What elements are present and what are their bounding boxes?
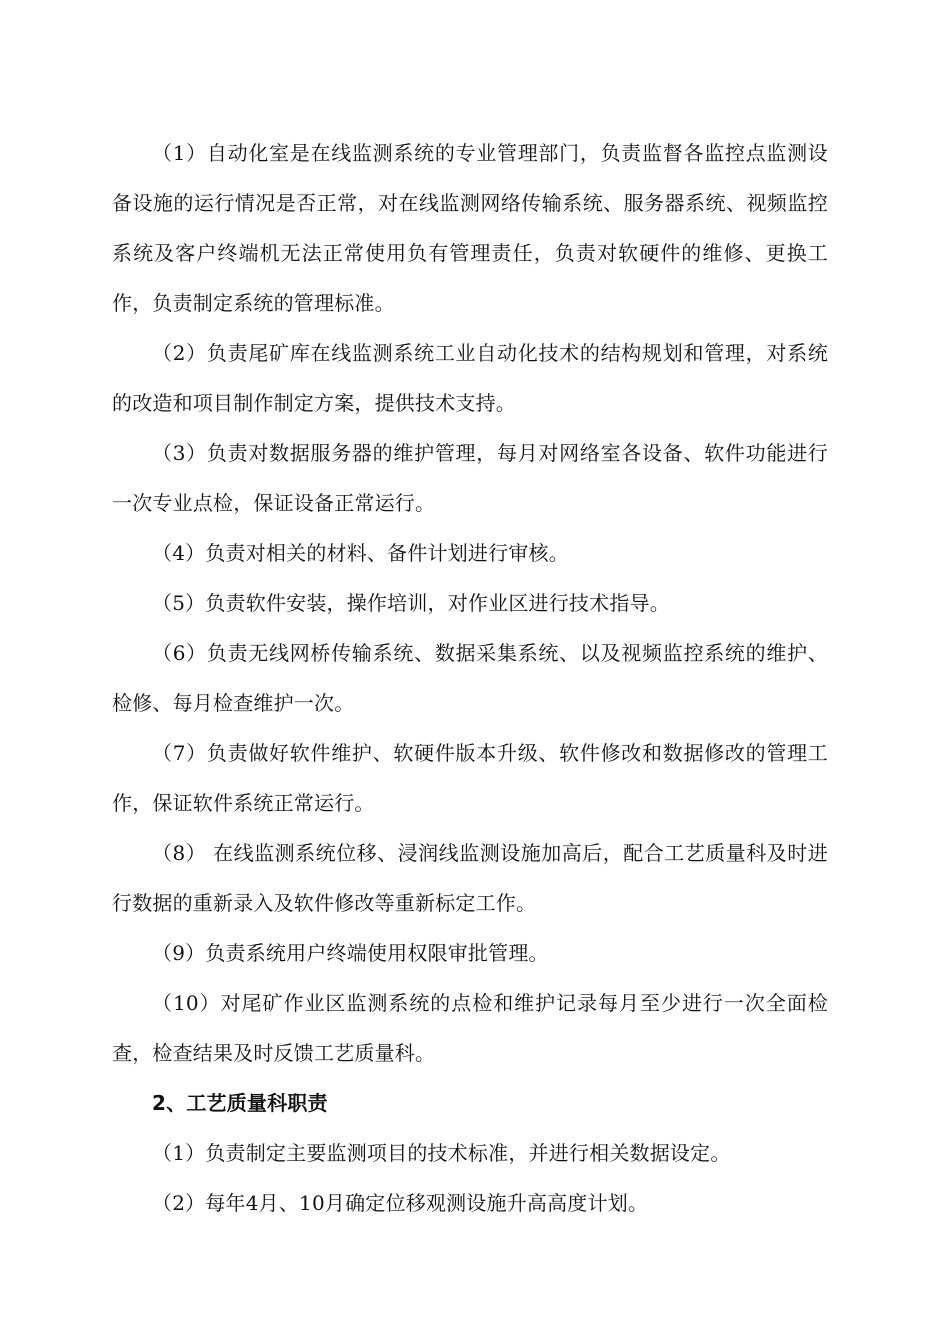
- paragraph-item-5: （5）负责软件安装，操作培训，对作业区进行技术指导。: [152, 591, 670, 615]
- section-heading: 2、工艺质量科职责: [152, 1091, 328, 1115]
- paragraph-item-11: （1）负责制定主要监测项目的技术标准，并进行相关数据设定。: [152, 1141, 731, 1165]
- paragraph-item-8: （8） 在线监测系统位移、浸润线监测设施加高后，配合工艺质量科及时进行数据的重新录入及软件修改等重新标定工作。: [112, 841, 828, 915]
- paragraph-item-4: （4）负责对相关的材料、备件计划进行审核。: [152, 541, 569, 565]
- paragraph-item-7: （7）负责做好软件维护、软硬件版本升级、软件修改和数据修改的管理工作，保证软件系统正常运行。: [112, 741, 828, 815]
- paragraph-item-3: （3）负责对数据服务器的维护管理，每月对网络室各设备、软件功能进行一次专业点检，保证设备正常运行。: [112, 441, 828, 515]
- paragraph-item-10: （10）对尾矿作业区监测系统的点检和维护记录每月至少进行一次全面检查，检查结果及时反馈工艺质量科。: [112, 991, 828, 1065]
- paragraph-item-12: （2）每年4月、10月确定位移观测设施升高高度计划。: [152, 1191, 649, 1215]
- paragraph-item-9: （9）负责系统用户终端使用权限审批管理。: [152, 941, 549, 965]
- paragraph-item-2: （2）负责尾矿库在线监测系统工业自动化技术的结构规划和管理，对系统的改造和项目制作制定方案，提供技术支持。: [112, 341, 828, 415]
- paragraph-item-6: （6）负责无线网桥传输系统、数据采集系统、以及视频监控系统的维护、检修、每月检查维护一次。: [112, 641, 828, 715]
- document-body: [112, 128, 828, 1228]
- paragraph-item-1: （1）自动化室是在线监测系统的专业管理部门，负责监督各监控点监测设备设施的运行情况是否正常，对在线监测网络传输系统、服务器系统、视频监控系统及客户终端机无法正常使用负有管理责任，负责对软硬件的维修、更换工作，负责制定系统的管理标准。: [112, 141, 828, 315]
